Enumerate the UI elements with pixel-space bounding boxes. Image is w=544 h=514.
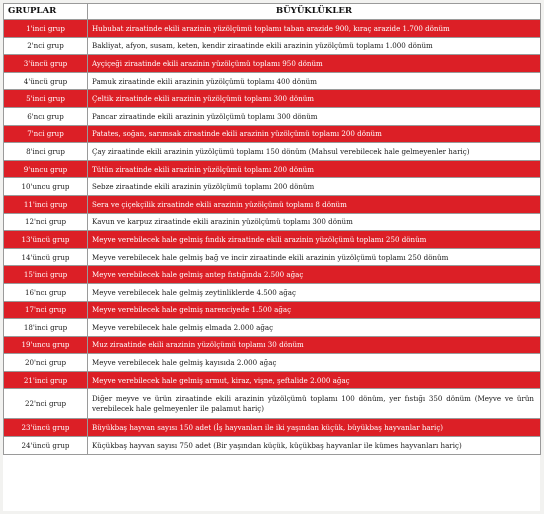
- size-cell: Sebze ziraatinde ekili arazinin yüzölçümü toplamı 200 dönüm: [88, 178, 541, 196]
- size-cell: Meyve verebilecek hale gelmiş armut, kiraz, vişne, şeftalide 2.000 ağaç: [88, 371, 541, 389]
- table-row: [4, 37, 541, 55]
- size-cell: Çay ziraatinde ekili arazinin yüzölçümü toplamı 150 dönüm (Mahsul verebilecek hale gelmeyenler hariç): [88, 143, 541, 161]
- header-row: [4, 4, 541, 20]
- group-cell: 2'nci grup: [4, 37, 88, 55]
- group-cell: 17'nci grup: [4, 301, 88, 319]
- size-column-header: BÜYÜKLÜKLER: [88, 4, 541, 20]
- size-cell: Meyve verebilecek hale gelmiş antep fıstığında 2.500 ağaç: [88, 266, 541, 284]
- table-row: [4, 371, 541, 389]
- size-cell: Meyve verebilecek hale gelmiş zeytinliklerde 4.500 ağaç: [88, 283, 541, 301]
- table-row: [4, 231, 541, 249]
- size-cell: Büyükbaş hayvan sayısı 150 adet (İş hayvanları ile iki yaşından küçük, büyükbaş hayvanlar hariç): [88, 419, 541, 437]
- group-cell: 5'inci grup: [4, 90, 88, 108]
- size-cell: Sera ve çiçekçilik ziraatinde ekili arazinin yüzölçümü toplamı 8 dönüm: [88, 195, 541, 213]
- table-row: [4, 20, 541, 38]
- size-cell: Meyve verebilecek hale gelmiş bağ ve incir ziraatinde ekili arazinin yüzölçümü toplamı 250 dönüm: [88, 248, 541, 266]
- table-row: [4, 160, 541, 178]
- size-cell: Küçükbaş hayvan sayısı 750 adet (Bir yaşından küçük, küçükbaş hayvanlar ile kümes hayvanları hariç): [88, 437, 541, 455]
- table-row: [4, 301, 541, 319]
- group-cell: 12'nci grup: [4, 213, 88, 231]
- size-cell: Pancar ziraatinde ekili arazinin yüzölçümü toplamı 300 dönüm: [88, 107, 541, 125]
- group-cell: 19'uncu grup: [4, 336, 88, 354]
- table-row: [4, 195, 541, 213]
- table-row: [4, 178, 541, 196]
- table-row: [4, 336, 541, 354]
- group-cell: 15'inci grup: [4, 266, 88, 284]
- table-row: [4, 283, 541, 301]
- group-cell: 11'inci grup: [4, 195, 88, 213]
- group-cell: 4'üncü grup: [4, 72, 88, 90]
- size-cell: Meyve verebilecek hale gelmiş fındık ziraatinde ekili arazinin yüzölçümü toplamı 250 dönüm: [88, 231, 541, 249]
- groups-table: [3, 3, 541, 455]
- group-cell: 10'uncu grup: [4, 178, 88, 196]
- table-row: [4, 248, 541, 266]
- size-cell: Meyve verebilecek hale gelmiş elmada 2.000 ağaç: [88, 319, 541, 337]
- size-cell: Pamuk ziraatinde ekili arazinin yüzölçümü toplamı 400 dönüm: [88, 72, 541, 90]
- group-cell: 14'üncü grup: [4, 248, 88, 266]
- group-cell: 24'üncü grup: [4, 437, 88, 455]
- size-cell: Tütün ziraatinde ekili arazinin yüzölçümü toplamı 200 dönüm: [88, 160, 541, 178]
- size-cell: Meyve verebilecek hale gelmiş narenciyede 1.500 ağaç: [88, 301, 541, 319]
- table-row: [4, 319, 541, 337]
- size-cell: Patates, soğan, sarımsak ziraatinde ekili arazinin yüzölçümü toplamı 200 dönüm: [88, 125, 541, 143]
- group-column-header: GRUPLAR: [4, 4, 88, 20]
- table-row: [4, 72, 541, 90]
- table-row: [4, 389, 541, 419]
- group-cell: 22'nci grup: [4, 389, 88, 419]
- table-row: [4, 213, 541, 231]
- group-cell: 18'inci grup: [4, 319, 88, 337]
- group-cell: 9'uncu grup: [4, 160, 88, 178]
- group-cell: 13'üncü grup: [4, 231, 88, 249]
- table-row: [4, 125, 541, 143]
- table-row: [4, 266, 541, 284]
- size-cell: Çeltik ziraatinde ekili arazinin yüzölçümü toplamı 300 dönüm: [88, 90, 541, 108]
- table-row: [4, 354, 541, 372]
- group-cell: 8'inci grup: [4, 143, 88, 161]
- size-cell: Ayçiçeği ziraatinde ekili arazinin yüzölçümü toplamı 950 dönüm: [88, 55, 541, 73]
- group-cell: 1'inci grup: [4, 20, 88, 38]
- size-cell: Diğer meyve ve ürün ziraatinde ekili arazinin yüzölçümü toplamı 100 dönüm, yer fıstığı 350 dönüm (Meyve ve ürün verebilecek hale gelmeyenler ile palamut hariç): [88, 389, 541, 419]
- table-row: [4, 419, 541, 437]
- table-row: [4, 143, 541, 161]
- document-page: [3, 3, 540, 511]
- size-cell: Meyve verebilecek hale gelmiş kayısıda 2.000 ağaç: [88, 354, 541, 372]
- group-cell: 23'üncü grup: [4, 419, 88, 437]
- table-row: [4, 107, 541, 125]
- group-cell: 6'ncı grup: [4, 107, 88, 125]
- size-cell: Muz ziraatinde ekili arazinin yüzölçümü toplamı 30 dönüm: [88, 336, 541, 354]
- size-cell: Kavun ve karpuz ziraatinde ekili arazinin yüzölçümü toplamı 300 dönüm: [88, 213, 541, 231]
- table-body: [4, 20, 541, 455]
- group-cell: 21'inci grup: [4, 371, 88, 389]
- group-cell: 7'nci grup: [4, 125, 88, 143]
- table-row: [4, 437, 541, 455]
- table-row: [4, 55, 541, 73]
- table-header: [4, 4, 541, 20]
- size-cell: Bakliyat, afyon, susam, keten, kendir ziraatinde ekili arazinin yüzölçümü toplamı 1.000 dönüm: [88, 37, 541, 55]
- group-cell: 3'üncü grup: [4, 55, 88, 73]
- table-row: [4, 90, 541, 108]
- size-cell: Hububat ziraatinde ekili arazinin yüzölçümü toplamı taban arazide 900, kıraç arazide 1.700 dönüm: [88, 20, 541, 38]
- group-cell: 16'ncı grup: [4, 283, 88, 301]
- group-cell: 20'nci grup: [4, 354, 88, 372]
